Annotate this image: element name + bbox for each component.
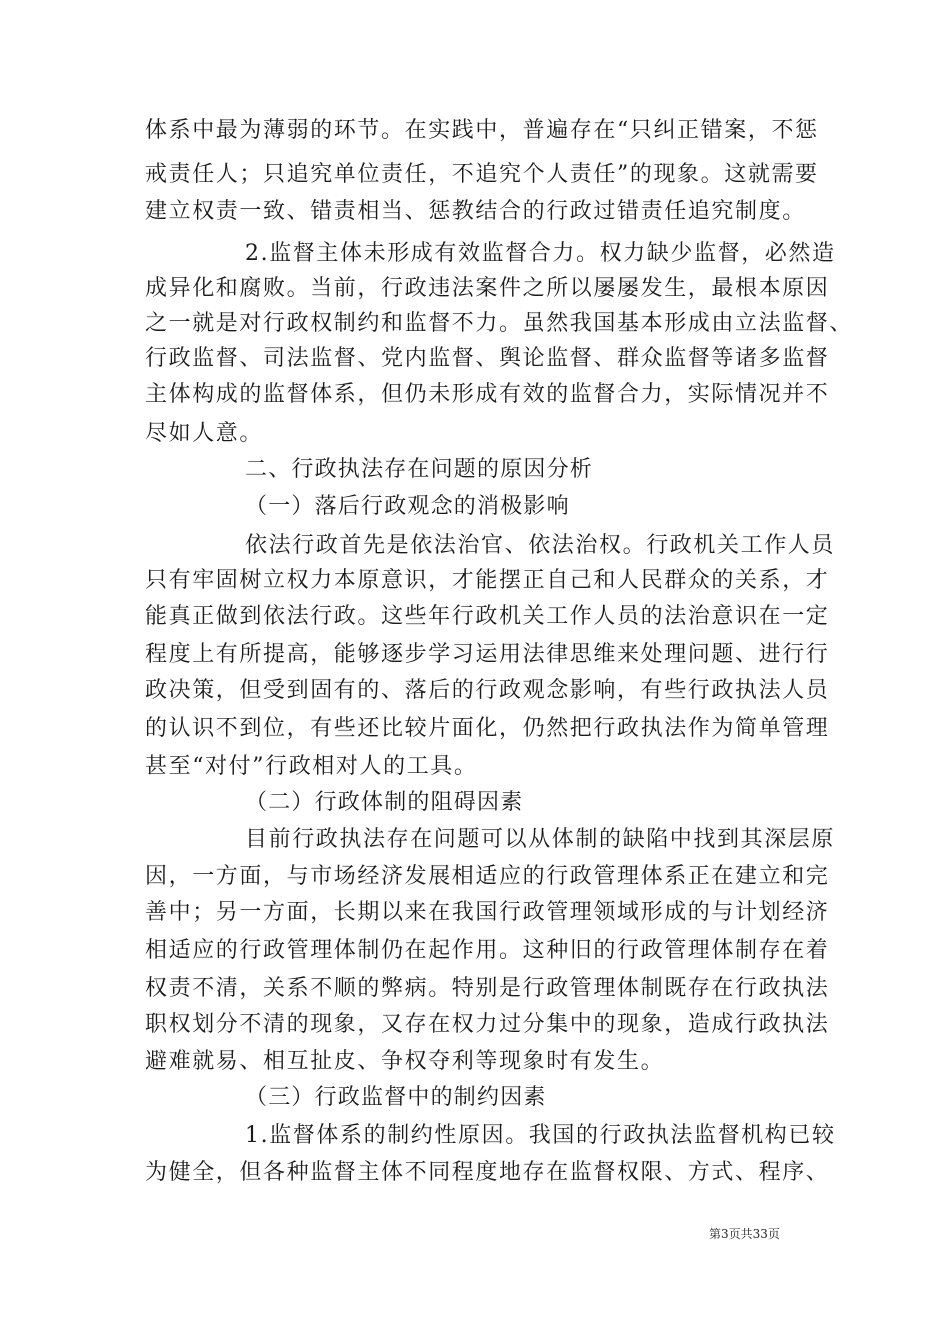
paragraph-line: 依法行政首先是依法治官、依法治权。行政机关工作人员 bbox=[245, 533, 836, 558]
paragraph-line: 能真正做到依法行政。这些年行政机关工作人员的法治意识在一定 bbox=[145, 604, 830, 629]
page-number: 第3页共33页 bbox=[709, 1227, 780, 1241]
subsection-heading: （三）行政监督中的制约因素 bbox=[245, 1085, 547, 1110]
paragraph-line: 相适应的行政管理体制仍在起作用。这种旧的行政管理体制存在着 bbox=[145, 938, 830, 963]
paragraph-line: 的认识不到位，有些还比较片面化，仍然把行政执法作为简单管理 bbox=[145, 716, 830, 741]
paragraph-line: 尽如人意。 bbox=[145, 421, 264, 446]
paragraph-line: 主体构成的监督体系，但仍未形成有效的监督合力，实际情况并不 bbox=[145, 382, 830, 407]
paragraph-line: 之一就是对行政权制约和监督不力。虽然我国基本形成由立法监督、 bbox=[145, 311, 854, 336]
paragraph-line: 避难就易、相互扯皮、争权夺利等现象时有发生。 bbox=[145, 1049, 665, 1074]
paragraph-line: 1.监督体系的制约性原因。我国的行政执法监督机构已较 bbox=[245, 1123, 836, 1148]
paragraph-line: 为健全，但各种监督主体不同程度地存在监督权限、方式、程序、 bbox=[145, 1160, 830, 1185]
paragraph-line: 善中；另一方面，长期以来在我国行政管理领域形成的与计划经济 bbox=[145, 900, 830, 925]
paragraph-line: 目前行政执法存在问题可以从体制的缺陷中找到其深层原 bbox=[245, 827, 836, 852]
subsection-heading: （二）行政体制的阻碍因素 bbox=[245, 790, 524, 815]
subsection-heading: （一）落后行政观念的消极影响 bbox=[245, 494, 570, 519]
paragraph-line: 甚至“对付”行政相对人的工具。 bbox=[145, 754, 478, 779]
paragraph-line: 2.监督主体未形成有效监督合力。权力缺少监督，必然造 bbox=[245, 241, 836, 266]
paragraph-line: 行政监督、司法监督、党内监督、舆论监督、群众监督等诸多监督 bbox=[145, 346, 830, 371]
paragraph-line: 成异化和腐败。当前，行政违法案件之所以屡屡发生，最根本原因 bbox=[145, 276, 830, 301]
paragraph-line: 程度上有所提高，能够逐步学习运用法律思维来处理问题、进行行 bbox=[145, 642, 830, 667]
section-heading: 二、行政执法存在问题的原因分析 bbox=[245, 457, 594, 482]
paragraph-line: 因，一方面，与市场经济发展相适应的行政管理体系正在建立和完 bbox=[145, 864, 830, 889]
paragraph-line: 权责不清，关系不顺的弊病。特别是行政管理体制既存在行政执法 bbox=[145, 976, 830, 1001]
paragraph-line: 戒责任人；只追究单位责任，不追究个人责任”的现象。这就需要 bbox=[145, 162, 819, 187]
paragraph-line: 只有牢固树立权力本原意识，才能摆正自己和人民群众的关系，才 bbox=[145, 568, 830, 593]
paragraph-line: 职权划分不清的现象，又存在权力过分集中的现象，造成行政执法 bbox=[145, 1012, 830, 1037]
paragraph-line: 体系中最为薄弱的环节。在实践中，普遍存在“只纠正错案，不惩 bbox=[145, 118, 819, 143]
paragraph-line: 政决策，但受到固有的、落后的行政观念影响，有些行政执法人员 bbox=[145, 678, 830, 703]
paragraph-line: 建立权责一致、错责相当、惩教结合的行政过错责任追究制度。 bbox=[145, 199, 806, 224]
